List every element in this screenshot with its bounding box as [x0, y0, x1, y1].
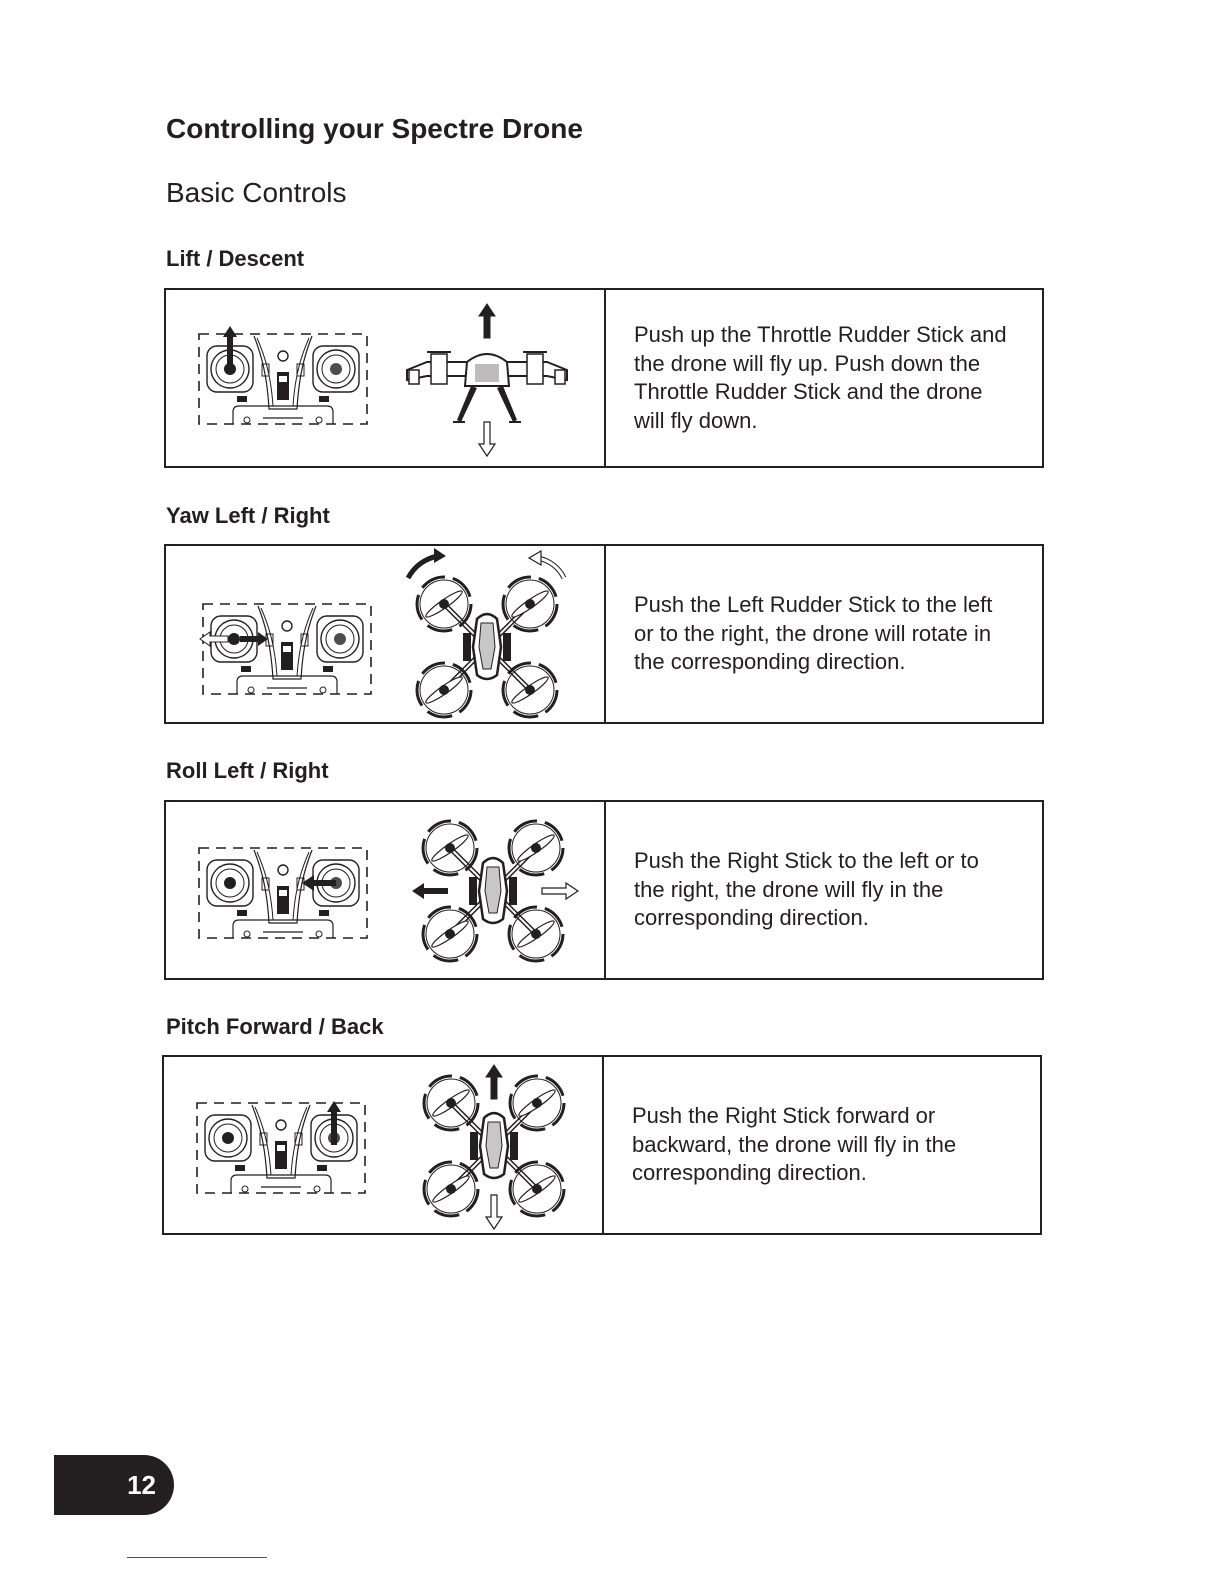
roll-panel	[164, 800, 1044, 980]
up-arrow-icon	[479, 304, 495, 338]
rotate-left-arrow-icon	[408, 548, 446, 578]
lift-descent-illustration	[166, 290, 606, 466]
yaw-panel	[164, 544, 1044, 724]
down-arrow-icon	[479, 422, 495, 456]
section-title: Basic Controls	[166, 177, 347, 208]
drone-top-icon	[417, 577, 557, 717]
page-number-tab	[54, 1455, 174, 1515]
right-arrow-icon	[542, 883, 578, 899]
pitch-description: Push the Right Stick forward or backward, the drone will fly in the corresponding direction.	[632, 1103, 957, 1186]
page-title: Controlling your Spectre Drone	[166, 113, 583, 144]
up-arrow-icon	[486, 1065, 502, 1099]
stick-left-arrow-icon	[302, 875, 336, 891]
controller-icon	[197, 1103, 365, 1193]
controller-icon	[203, 604, 371, 694]
yaw-heading: Yaw Left / Right	[166, 503, 330, 528]
footer-underline	[127, 1557, 267, 1558]
roll-description: Push the Right Stick to the left or to the right, the drone will fly in the corresponding direction.	[634, 848, 979, 931]
left-arrow-icon	[412, 883, 448, 899]
drone-side-icon	[407, 352, 567, 422]
lift-descent-panel	[164, 288, 1044, 468]
down-arrow-icon	[486, 1195, 502, 1229]
lift-descent-description: Push up the Throttle Rudder Stick and the drone will fly up. Push down the Throttle Rudder Stick and the drone will fly down.	[634, 322, 1007, 433]
controller-icon	[199, 848, 367, 938]
yaw-description: Push the Left Rudder Stick to the left or to the right, the drone will rotate in the corresponding direction.	[634, 592, 993, 675]
controller-icon	[199, 334, 367, 424]
rotate-right-arrow-icon	[529, 551, 564, 578]
pitch-illustration	[164, 1057, 604, 1233]
pitch-heading: Pitch Forward / Back	[166, 1014, 384, 1039]
stick-up-arrow-icon	[223, 326, 237, 370]
roll-illustration	[166, 802, 606, 978]
page-number: 12	[127, 1469, 156, 1500]
roll-heading: Roll Left / Right	[166, 758, 329, 783]
lift-descent-heading: Lift / Descent	[166, 246, 305, 271]
pitch-panel	[162, 1055, 1042, 1235]
yaw-illustration	[166, 546, 606, 722]
